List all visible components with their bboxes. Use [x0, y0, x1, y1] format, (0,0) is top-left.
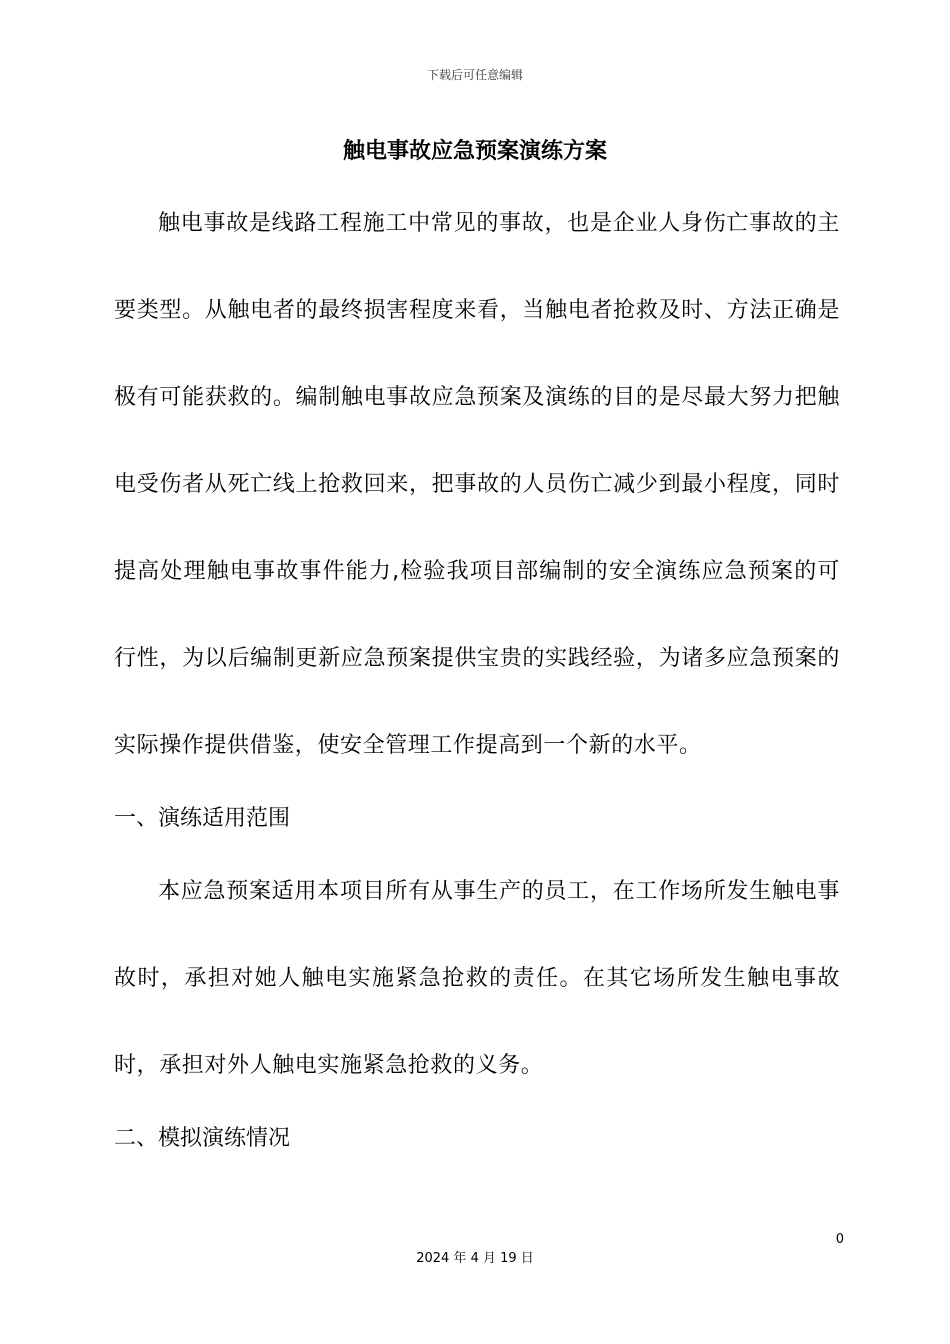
- document-title: 触电事故应急预案演练方案: [342, 139, 607, 164]
- header-note: 下载后可任意编辑: [426, 68, 523, 82]
- page-number: 0: [835, 1232, 844, 1247]
- footer-date: 2024 年 4 月 19 日: [416, 1251, 534, 1266]
- section-heading-simulation: 二、模拟演练情况: [114, 1126, 291, 1151]
- intro-paragraph: 触电事故是线路工程施工中常见的事故，也是企业人身伤亡事故的主要类型。从触电者的最终损害程度来看，当触电者抢救及时、方法正确是极有可能获救的。编制触电事故应急预案及演练的目的是尽最大努力把触电受伤者从死亡线上抢救回来，把事故的人员伤亡减少到最小程度，同时提高处理触电事故事件能力,检验我项目部编制的安全演练应急预案的可行性，为以后编制更新应急预案提供宝贵的实践经验，为诸多应急预案的实际操作提供借鉴，使安全管理工作提高到一个新的水平。: [114, 211, 840, 758]
- section-heading-scope: 一、演练适用范围: [114, 806, 291, 831]
- scope-paragraph: 本应急预案适用本项目所有从事生产的员工，在工作场所发生触电事故时，承担对她人触电实施紧急抢救的责任。在其它场所发生触电事故时，承担对外人触电实施紧急抢救的义务。: [114, 879, 840, 1078]
